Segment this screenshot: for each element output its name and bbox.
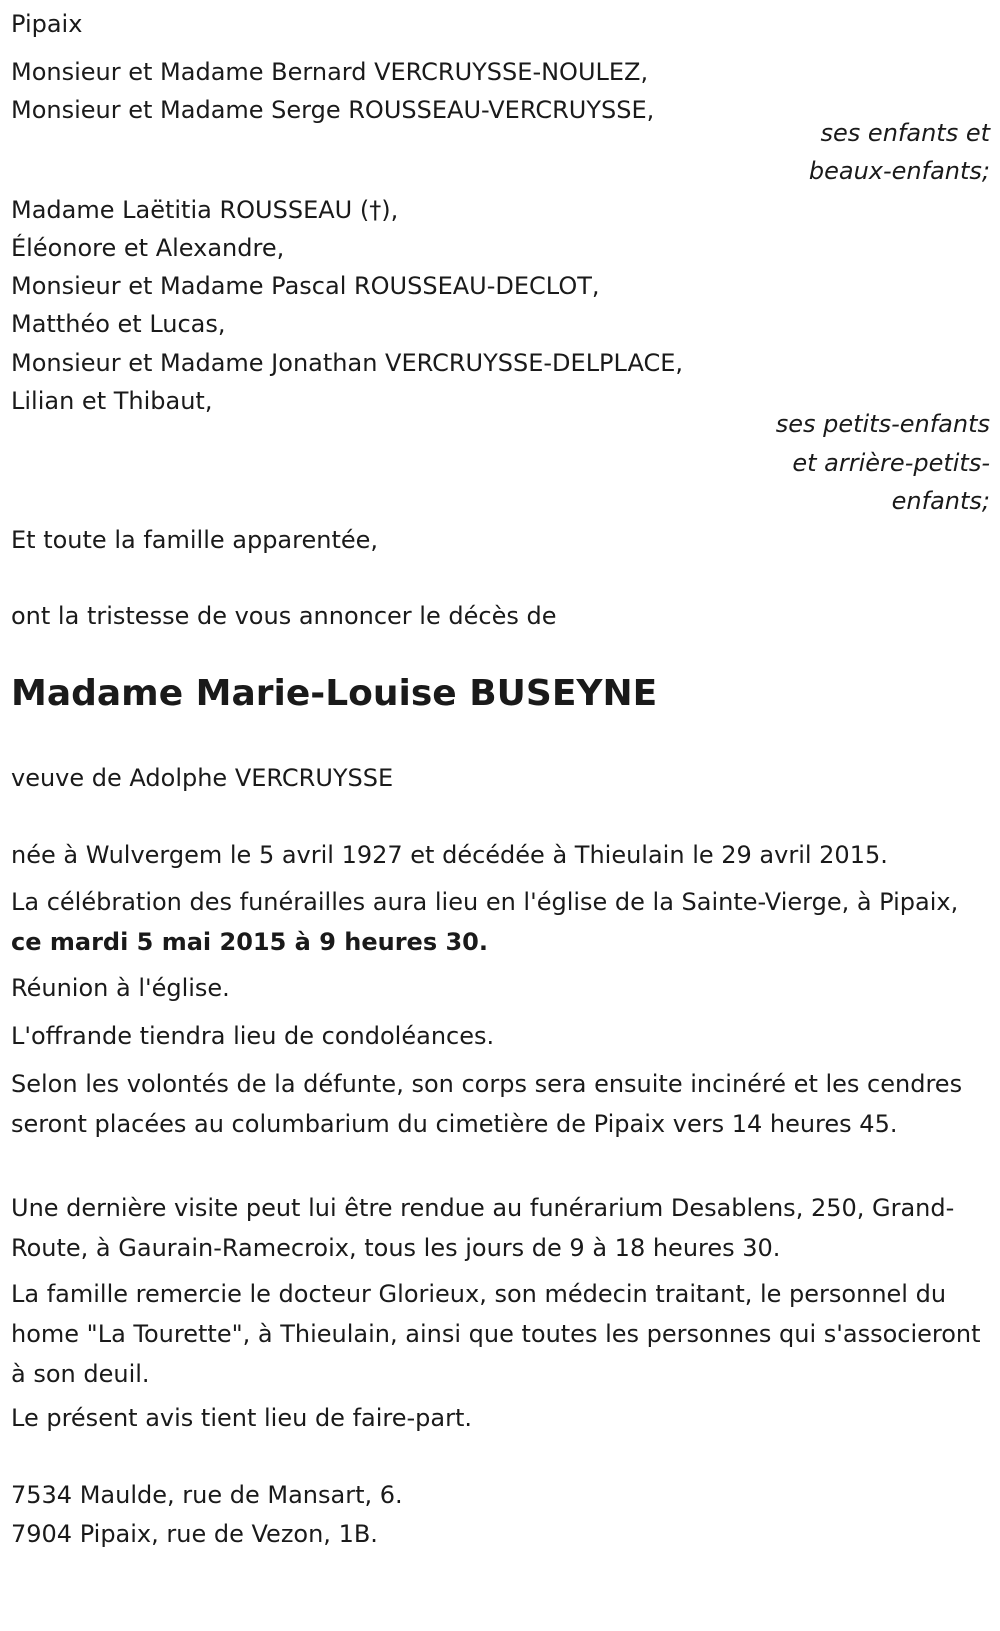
grandchild-line-3: Monsieur et Madame Pascal ROUSSEAU-DECLOT,: [11, 272, 600, 300]
visit-paragraph: Une dernière visite peut lui être rendue au funérarium Desablens, 250, Grand-Route, à Gaurain-Ramecroix, tous les jours de 9 à 18 heures 30.: [11, 1194, 955, 1262]
offering-paragraph: L'offrande tiendra lieu de condoléances.: [11, 1022, 495, 1050]
thanks-paragraph: La famille remercie le docteur Glorieux, son médecin traitant, le personnel du home "La Tourette", à Thieulain, ainsi que toutes les personnes qui s'associeront à son deuil.: [11, 1280, 981, 1388]
grandchildren-relation-line-3: enfants;: [891, 487, 990, 515]
address-line-2: 7904 Pipaix, rue de Vezon, 1B.: [11, 1520, 378, 1548]
location-header: Pipaix: [11, 10, 83, 38]
grandchild-line-6: Lilian et Thibaut,: [11, 387, 213, 415]
funeral-intro: La célébration des funérailles aura lieu en l'église de la Sainte-Vierge, à Pipaix,: [11, 888, 959, 916]
family-line: Et toute la famille apparentée,: [11, 526, 379, 554]
grandchild-line-5: Monsieur et Madame Jonathan VERCRUYSSE-DELPLACE,: [11, 349, 683, 377]
funeral-datetime: ce mardi 5 mai 2015 à 9 heures 30.: [11, 928, 488, 956]
grandchild-line-4: Matthéo et Lucas,: [11, 310, 226, 338]
children-relation-line-2: beaux-enfants;: [808, 157, 990, 185]
announcement-line: ont la tristesse de vous annoncer le décès de: [11, 602, 557, 630]
cremation-paragraph: Selon les volontés de la défunte, son corps sera ensuite incinéré et les cendres seront placées au columbarium du cimetière de Pipaix vers 14 heures 45.: [11, 1070, 963, 1138]
child-line-2: Monsieur et Madame Serge ROUSSEAU-VERCRUYSSE,: [11, 96, 655, 124]
deceased-name: Madame Marie-Louise BUSEYNE: [11, 673, 658, 714]
grandchild-line-2: Éléonore et Alexandre,: [11, 234, 285, 262]
children-relation-line-1: ses enfants et: [820, 119, 990, 147]
child-line-1: Monsieur et Madame Bernard VERCRUYSSE-NOULEZ,: [11, 58, 649, 86]
address-line-1: 7534 Maulde, rue de Mansart, 6.: [11, 1481, 403, 1509]
notice-paragraph: Le présent avis tient lieu de faire-part.: [11, 1404, 473, 1432]
funeral-paragraph: [11, 882, 981, 962]
grandchild-line-1: Madame Laëtitia ROUSSEAU (†),: [11, 196, 399, 224]
grandchildren-relation-line-2: et arrière-petits-: [792, 449, 990, 477]
meeting-paragraph: Réunion à l'église.: [11, 974, 230, 1002]
widow-of-line: veuve de Adolphe VERCRUYSSE: [11, 764, 394, 792]
birth-death-line: née à Wulvergem le 5 avril 1927 et décédée à Thieulain le 29 avril 2015.: [11, 841, 888, 869]
grandchildren-relation-line-1: ses petits-enfants: [775, 410, 990, 438]
